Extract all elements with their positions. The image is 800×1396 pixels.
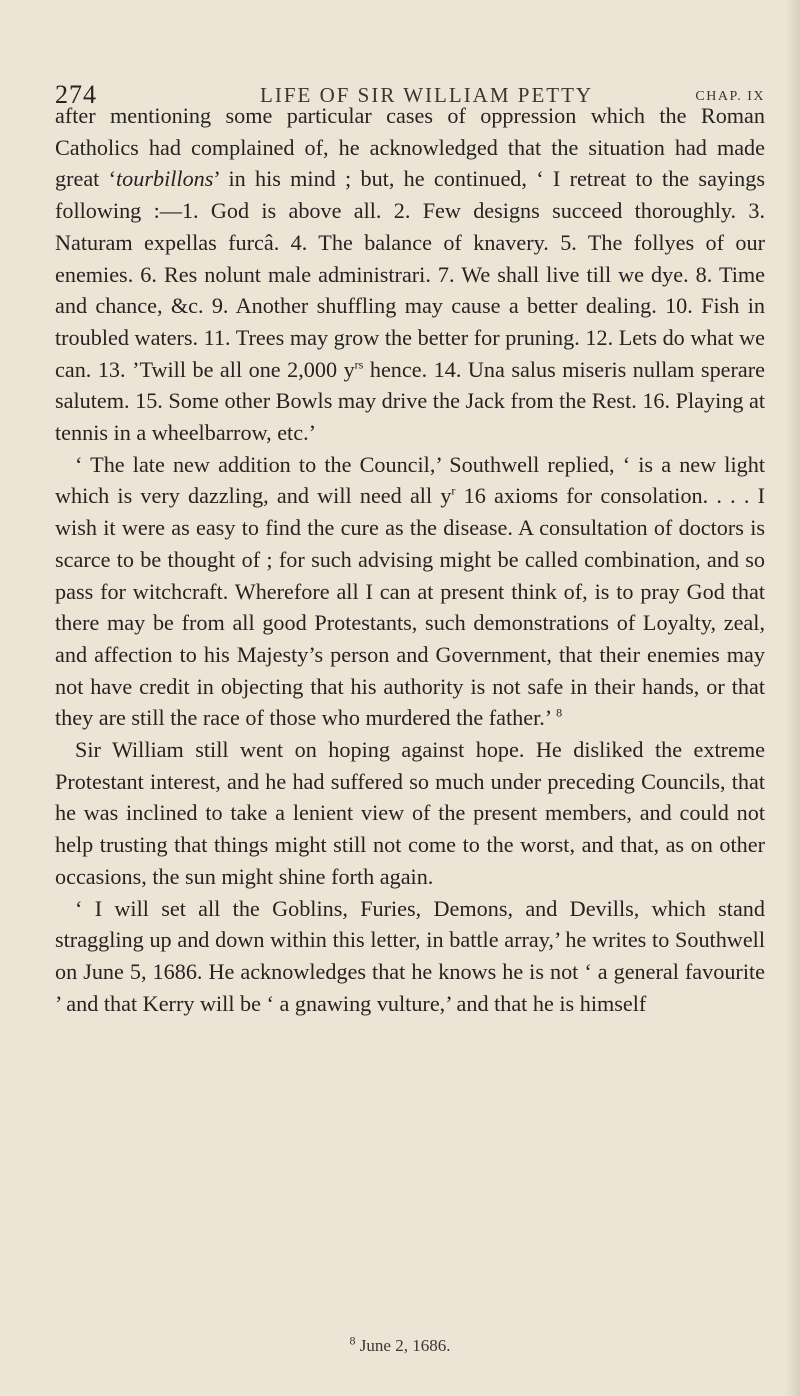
footnote <box>0 1333 800 1356</box>
footnote-marker: 8 <box>349 1333 356 1348</box>
paragraph-4: ‘ I will set all the Goblins, Furies, Demons, and Devills, which stand straggling up and down within this letter, in battle array,’ he writes to Southwell on June 5, 1686. He acknowledges that he knows he is not ‘ a general favourite ’ and that Kerry will be ‘ a gnawing vulture,’ and that he is himself <box>55 895 765 1016</box>
body-text <box>55 100 765 1019</box>
paragraph-1-text-c: hence. 14. Una salus miseris nullam sperare salutem. 15. Some other Bowls may drive the Jack from the Rest. 16. Playing at tennis in a wheelbarrow, etc.’ <box>55 356 765 446</box>
running-title: LIFE OF SIR WILLIAM PETTY <box>260 83 594 107</box>
paragraph-2-text-a: ‘ The late new addition to the Council,’ Southwell replied, ‘ is a new light which is very dazzling, and will need all y <box>55 451 765 509</box>
chapter-label: CHAP. IX <box>695 89 765 104</box>
paragraph-2-superscript: r <box>451 484 456 499</box>
paragraph-2-text-b: 16 axioms for consolation. . . . I wish it were as easy to find the cure as the disease. A consultation of doctors is scarce to be thought of ; for such advising might be called combination, and so pass for witchcraft. Wherefore all I can at present think of, is to pray God that there may be from all good Protestants, such demonstrations of Loyalty, zeal, and affection to his Majesty’s person and Government, that their enemies may not have credit in objecting that his authority is not safe in their hands, or that they are still the race of those who murdered the father.’ <box>55 483 765 731</box>
paragraph-2 <box>55 449 765 734</box>
footnote-reference[interactable]: 8 <box>556 705 563 720</box>
page-number: 274 <box>55 80 97 109</box>
paragraph-1-text-a: after mentioning some particular cases of oppression which the Roman Catholics had complained of, he acknowledged that the situation had made great ‘ <box>55 103 765 192</box>
paragraph-1-superscript: rs <box>354 357 364 372</box>
paragraph-1 <box>55 100 765 449</box>
page-edge-shadow <box>786 0 800 1396</box>
footnote-text: June 2, 1686. <box>355 1336 451 1355</box>
paragraph-1-text-b: ’ in his mind ; but, he continued, ‘ I retreat to the sayings following :—1. God is above all. 2. Few designs succeed thoroughly. 3. Naturam expellas furcâ. 4. The balance of knavery. 5. The follyes of our enemies. 6. Res nolunt male administrari. 7. We shall live till we dye. 8. Time and chance, &c. 9. Another shuffling may cause a better dealing. 10. Fish in troubled waters. 11. Trees may grow the better for pruning. 12. Lets do what we can. 13. ’Twill be all one 2,000 y <box>55 166 765 382</box>
paragraph-3: Sir William still went on hoping against hope. He disliked the extreme Protestant interest, and he had suffered so much under preceding Councils, that he was inclined to take a lenient view of the present members, and could not help trusting that things might still not come to the worst, and that, as on other occasions, the sun might shine forth again. <box>55 737 765 889</box>
paragraph-1-italic-word: tourbillons <box>116 166 214 192</box>
